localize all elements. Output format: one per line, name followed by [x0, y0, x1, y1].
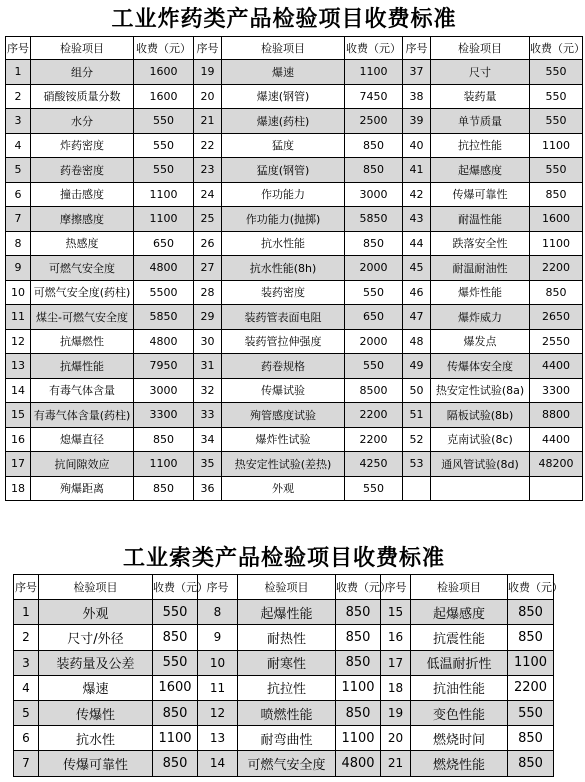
- item-cell: 抗爆性能: [31, 354, 134, 379]
- item-cell: 抗拉性: [238, 675, 336, 700]
- item-cell: 抗拉性能: [431, 133, 530, 158]
- row-number: 37: [403, 60, 431, 85]
- row-number: 43: [403, 207, 431, 232]
- item-cell: 抗爆燃性: [31, 329, 134, 354]
- item-cell: 通风管试验(8d): [431, 452, 530, 477]
- row-number: 27: [194, 256, 222, 281]
- item-cell: 有毒气体含量(药柱): [31, 403, 134, 428]
- row-number: 21: [381, 751, 411, 776]
- fee-cell: 850: [134, 476, 194, 501]
- item-cell: 装药管表面电阻: [222, 305, 345, 330]
- column-header: 检验项目: [222, 37, 345, 60]
- table-row: [6, 427, 583, 452]
- table-row: [14, 675, 554, 700]
- item-cell: 装药管拉伸强度: [222, 329, 345, 354]
- fee-cell: 550: [530, 158, 583, 183]
- row-number: 4: [14, 675, 39, 700]
- item-cell: 硝酸铵质量分数: [31, 84, 134, 109]
- row-number: 31: [194, 354, 222, 379]
- row-number: 20: [194, 84, 222, 109]
- item-cell: 传爆可靠性: [39, 751, 153, 776]
- row-number: 2: [6, 84, 31, 109]
- item-cell: 传爆试验: [222, 378, 345, 403]
- item-cell: 低温耐折性: [411, 650, 508, 675]
- item-cell: 耐弯曲性: [238, 726, 336, 751]
- fee-cell: 850: [336, 650, 381, 675]
- item-cell: 装药量及公差: [39, 650, 153, 675]
- row-number: 32: [194, 378, 222, 403]
- column-header: 收费（元）: [134, 37, 194, 60]
- column-header: 收费（元）: [153, 575, 198, 600]
- row-number: 6: [14, 726, 39, 751]
- table1-title: 工业炸药类产品检验项目收费标准: [111, 6, 457, 32]
- fee-cell: 1100: [134, 182, 194, 207]
- fee-cell: 4400: [530, 427, 583, 452]
- item-cell: 药卷密度: [31, 158, 134, 183]
- fee-cell: 1100: [345, 60, 403, 85]
- row-number: 18: [6, 476, 31, 501]
- row-number: 49: [403, 354, 431, 379]
- row-number: 15: [381, 600, 411, 625]
- item-cell: 抗间隙效应: [31, 452, 134, 477]
- row-number: 16: [381, 625, 411, 650]
- row-number: 3: [6, 109, 31, 134]
- table-row: [6, 476, 583, 501]
- item-cell: 可燃气安全度(药柱): [31, 280, 134, 305]
- item-cell: 起爆性能: [238, 600, 336, 625]
- row-number: 11: [6, 305, 31, 330]
- row-number: 33: [194, 403, 222, 428]
- item-cell: 热感度: [31, 231, 134, 256]
- fee-cell: 1100: [508, 650, 554, 675]
- item-cell: 抗水性: [39, 726, 153, 751]
- row-number: 19: [194, 60, 222, 85]
- fee-cell: 3000: [134, 378, 194, 403]
- item-cell: 药卷规格: [222, 354, 345, 379]
- row-number: 16: [6, 427, 31, 452]
- fee-cell: 2200: [508, 675, 554, 700]
- row-number: 7: [14, 751, 39, 776]
- table-row: [14, 625, 554, 650]
- fee-cell: 550: [530, 109, 583, 134]
- fee-cell: 1100: [134, 207, 194, 232]
- item-cell: 殉管感度试验: [222, 403, 345, 428]
- fee-cell: 1100: [134, 452, 194, 477]
- row-number: 1: [14, 600, 39, 625]
- table-row: [14, 726, 554, 751]
- item-cell: 作功能力(抛掷): [222, 207, 345, 232]
- fee-cell: 3300: [134, 403, 194, 428]
- fee-cell: 1100: [530, 231, 583, 256]
- item-cell: 撞击感度: [31, 182, 134, 207]
- item-cell: 爆速(钢管): [222, 84, 345, 109]
- fee-cell: 2000: [345, 256, 403, 281]
- row-number: 47: [403, 305, 431, 330]
- table-header-row: [14, 575, 554, 600]
- fee-cell: 550: [134, 158, 194, 183]
- row-number: [403, 476, 431, 501]
- row-number: 2: [14, 625, 39, 650]
- row-number: 41: [403, 158, 431, 183]
- item-cell: 隔板试验(8b): [431, 403, 530, 428]
- item-cell: 煤尘-可燃气安全度: [31, 305, 134, 330]
- fee-cell: 1600: [153, 675, 198, 700]
- column-header: 收费（元）: [530, 37, 583, 60]
- row-number: 18: [381, 675, 411, 700]
- fee-cell: 550: [153, 650, 198, 675]
- row-number: 51: [403, 403, 431, 428]
- fee-cell: 850: [508, 726, 554, 751]
- item-cell: 装药密度: [222, 280, 345, 305]
- item-cell: 抗水性能: [222, 231, 345, 256]
- fee-cell: 1100: [153, 726, 198, 751]
- item-cell: 单节质量: [431, 109, 530, 134]
- table-row: [6, 84, 583, 109]
- item-cell: 耐温耐油性: [431, 256, 530, 281]
- row-number: 6: [6, 182, 31, 207]
- row-number: 39: [403, 109, 431, 134]
- fee-cell: 850: [345, 133, 403, 158]
- fee-cell: 8500: [345, 378, 403, 403]
- row-number: 53: [403, 452, 431, 477]
- item-cell: 耐温性能: [431, 207, 530, 232]
- fee-cell: 850: [345, 231, 403, 256]
- row-number: 17: [6, 452, 31, 477]
- fee-cell: 850: [153, 751, 198, 776]
- row-number: 10: [198, 650, 238, 675]
- row-number: 36: [194, 476, 222, 501]
- fee-cell: 550: [345, 476, 403, 501]
- fee-cell: 850: [336, 600, 381, 625]
- item-cell: 爆炸威力: [431, 305, 530, 330]
- row-number: 9: [6, 256, 31, 281]
- item-cell: 爆炸性试验: [222, 427, 345, 452]
- fee-cell: 7950: [134, 354, 194, 379]
- table-row: [14, 751, 554, 776]
- item-cell: 抗震性能: [411, 625, 508, 650]
- row-number: 13: [6, 354, 31, 379]
- item-cell: 水分: [31, 109, 134, 134]
- fee-cell: 4250: [345, 452, 403, 477]
- row-number: 23: [194, 158, 222, 183]
- fee-cell: 2200: [345, 403, 403, 428]
- table2-title: 工业索类产品检验项目收费标准: [122, 545, 445, 571]
- row-number: 44: [403, 231, 431, 256]
- detonating-cord-fee-table: [13, 574, 563, 777]
- fee-cell: 5850: [345, 207, 403, 232]
- item-cell: 外观: [39, 600, 153, 625]
- fee-cell: 650: [345, 305, 403, 330]
- row-number: 38: [403, 84, 431, 109]
- item-cell: 传爆性: [39, 700, 153, 725]
- fee-cell: 1100: [336, 726, 381, 751]
- item-cell: 变色性能: [411, 700, 508, 725]
- table-row: [6, 403, 583, 428]
- table-row: [6, 354, 583, 379]
- fee-cell: 550: [345, 280, 403, 305]
- table-row: [14, 700, 554, 725]
- table-row: [6, 158, 583, 183]
- fee-cell: 48200: [530, 452, 583, 477]
- column-header: 序号: [14, 575, 39, 600]
- fee-cell: 550: [134, 109, 194, 134]
- fee-cell: [530, 476, 583, 501]
- item-cell: 尺寸/外径: [39, 625, 153, 650]
- table-row: [6, 378, 583, 403]
- row-number: 30: [194, 329, 222, 354]
- item-cell: 炸药密度: [31, 133, 134, 158]
- item-cell: 跌落安全性: [431, 231, 530, 256]
- item-cell: 爆炸性能: [431, 280, 530, 305]
- item-cell: 喷燃性能: [238, 700, 336, 725]
- table-row: [6, 109, 583, 134]
- table-row: [6, 329, 583, 354]
- fee-cell: 2000: [345, 329, 403, 354]
- item-cell: 可燃气安全度: [31, 256, 134, 281]
- row-number: 8: [198, 600, 238, 625]
- row-number: 25: [194, 207, 222, 232]
- row-number: 7: [6, 207, 31, 232]
- row-number: 12: [198, 700, 238, 725]
- item-cell: 熄爆直径: [31, 427, 134, 452]
- item-cell: 爆速(药柱): [222, 109, 345, 134]
- fee-cell: 850: [153, 700, 198, 725]
- fee-cell: 4800: [134, 329, 194, 354]
- column-header: 检验项目: [431, 37, 530, 60]
- fee-cell: 2550: [530, 329, 583, 354]
- fee-cell: 550: [134, 133, 194, 158]
- explosives-fee-table: [5, 36, 583, 501]
- row-number: 15: [6, 403, 31, 428]
- column-header: 收费（元）: [336, 575, 381, 600]
- fee-cell: 4800: [134, 256, 194, 281]
- table-row: [6, 305, 583, 330]
- row-number: 5: [14, 700, 39, 725]
- fee-cell: 550: [530, 60, 583, 85]
- item-cell: 传爆可靠性: [431, 182, 530, 207]
- fee-cell: 4800: [336, 751, 381, 776]
- column-header: 收费（元）: [508, 575, 554, 600]
- row-number: 14: [6, 378, 31, 403]
- row-number: 5: [6, 158, 31, 183]
- item-cell: 热安定性试验(差热): [222, 452, 345, 477]
- item-cell: 抗油性能: [411, 675, 508, 700]
- column-header: 检验项目: [411, 575, 508, 600]
- table-row: [6, 280, 583, 305]
- row-number: 4: [6, 133, 31, 158]
- item-cell: 组分: [31, 60, 134, 85]
- fee-cell: 1600: [134, 84, 194, 109]
- item-cell: 起爆感度: [431, 158, 530, 183]
- row-number: 10: [6, 280, 31, 305]
- row-number: 24: [194, 182, 222, 207]
- item-cell: 摩擦感度: [31, 207, 134, 232]
- row-number: 1: [6, 60, 31, 85]
- item-cell: 燃烧时间: [411, 726, 508, 751]
- row-number: 52: [403, 427, 431, 452]
- item-cell: 耐热性: [238, 625, 336, 650]
- row-number: 42: [403, 182, 431, 207]
- item-cell: 装药量: [431, 84, 530, 109]
- row-number: 13: [198, 726, 238, 751]
- item-cell: 传爆体安全度: [431, 354, 530, 379]
- column-header: 检验项目: [238, 575, 336, 600]
- item-cell: 尺寸: [431, 60, 530, 85]
- fee-cell: 1600: [530, 207, 583, 232]
- fee-cell: 650: [134, 231, 194, 256]
- item-cell: [431, 476, 530, 501]
- item-cell: 殉爆距离: [31, 476, 134, 501]
- row-number: 50: [403, 378, 431, 403]
- table-row: [6, 60, 583, 85]
- row-number: 48: [403, 329, 431, 354]
- item-cell: 爆发点: [431, 329, 530, 354]
- item-cell: 猛度: [222, 133, 345, 158]
- row-number: 34: [194, 427, 222, 452]
- fee-cell: 5850: [134, 305, 194, 330]
- fee-cell: 2650: [530, 305, 583, 330]
- row-number: 35: [194, 452, 222, 477]
- item-cell: 耐寒性: [238, 650, 336, 675]
- table-row: [6, 207, 583, 232]
- fee-cell: 3300: [530, 378, 583, 403]
- column-header: 检验项目: [31, 37, 134, 60]
- row-number: 28: [194, 280, 222, 305]
- fee-cell: 850: [336, 700, 381, 725]
- column-header: 序号: [381, 575, 411, 600]
- table-row: [14, 650, 554, 675]
- column-header: 序号: [6, 37, 31, 60]
- fee-cell: 3000: [345, 182, 403, 207]
- column-header: 序号: [403, 37, 431, 60]
- row-number: 3: [14, 650, 39, 675]
- row-number: 12: [6, 329, 31, 354]
- fee-cell: 7450: [345, 84, 403, 109]
- row-number: 46: [403, 280, 431, 305]
- fee-cell: 1100: [530, 133, 583, 158]
- fee-cell: 850: [508, 751, 554, 776]
- row-number: 29: [194, 305, 222, 330]
- table-header-row: [6, 37, 583, 60]
- fee-cell: 850: [336, 625, 381, 650]
- column-header: 序号: [194, 37, 222, 60]
- table-row: [6, 133, 583, 158]
- column-header: 检验项目: [39, 575, 153, 600]
- table-row: [6, 231, 583, 256]
- fee-cell: 550: [153, 600, 198, 625]
- column-header: 序号: [198, 575, 238, 600]
- item-cell: 外观: [222, 476, 345, 501]
- fee-cell: 550: [345, 354, 403, 379]
- fee-cell: 5500: [134, 280, 194, 305]
- fee-cell: 850: [530, 182, 583, 207]
- fee-cell: 1100: [336, 675, 381, 700]
- fee-cell: 8800: [530, 403, 583, 428]
- item-cell: 猛度(钢管): [222, 158, 345, 183]
- row-number: 21: [194, 109, 222, 134]
- table-row: [14, 600, 554, 625]
- item-cell: 爆速: [222, 60, 345, 85]
- table-row: [6, 256, 583, 281]
- row-number: 19: [381, 700, 411, 725]
- item-cell: 热安定性试验(8a): [431, 378, 530, 403]
- item-cell: 燃烧性能: [411, 751, 508, 776]
- item-cell: 有毒气体含量: [31, 378, 134, 403]
- table-row: [6, 452, 583, 477]
- fee-cell: 850: [508, 625, 554, 650]
- row-number: 14: [198, 751, 238, 776]
- row-number: 11: [198, 675, 238, 700]
- column-header: 收费（元）: [345, 37, 403, 60]
- fee-cell: 2200: [530, 256, 583, 281]
- item-cell: 爆速: [39, 675, 153, 700]
- table-row: [6, 182, 583, 207]
- row-number: 45: [403, 256, 431, 281]
- row-number: 22: [194, 133, 222, 158]
- fee-cell: 4400: [530, 354, 583, 379]
- row-number: 20: [381, 726, 411, 751]
- item-cell: 可燃气安全度: [238, 751, 336, 776]
- row-number: 8: [6, 231, 31, 256]
- fee-cell: 850: [508, 600, 554, 625]
- fee-cell: 2200: [345, 427, 403, 452]
- fee-cell: 850: [134, 427, 194, 452]
- item-cell: 克南试验(8c): [431, 427, 530, 452]
- fee-cell: 850: [153, 625, 198, 650]
- row-number: 40: [403, 133, 431, 158]
- fee-cell: 2500: [345, 109, 403, 134]
- item-cell: 抗水性能(8h): [222, 256, 345, 281]
- row-number: 26: [194, 231, 222, 256]
- fee-cell: 550: [508, 700, 554, 725]
- row-number: 17: [381, 650, 411, 675]
- fee-cell: 1600: [134, 60, 194, 85]
- fee-cell: 850: [345, 158, 403, 183]
- item-cell: 起爆感度: [411, 600, 508, 625]
- row-number: 9: [198, 625, 238, 650]
- fee-cell: 850: [530, 280, 583, 305]
- item-cell: 作功能力: [222, 182, 345, 207]
- fee-cell: 550: [530, 84, 583, 109]
